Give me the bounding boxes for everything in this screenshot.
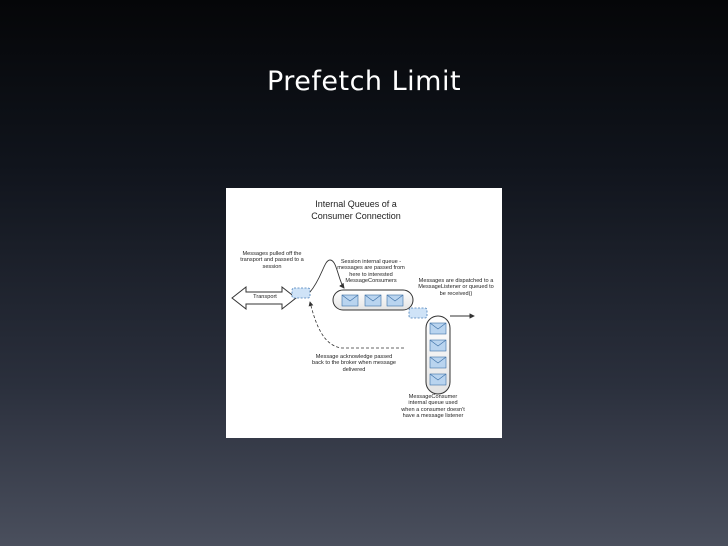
envelope-icon (387, 295, 403, 306)
consumer-connection-diagram (226, 188, 502, 438)
diagram-heading-line2: Consumer Connection (311, 211, 401, 221)
envelope-icon (342, 295, 358, 306)
dispatched-label: Messages are dispatched to a MessageListener or queued to be received() (418, 278, 494, 297)
slide-title: Prefetch Limit (266, 66, 462, 97)
diagram-heading-line1: Internal Queues of a (315, 199, 397, 209)
diagram-heading (296, 198, 416, 222)
transport-label: Transport (253, 294, 277, 300)
dispatch-buffer-box (409, 308, 427, 318)
acknowledge-label: Message acknowledge passed back to the broker when message delivered (312, 354, 396, 373)
envelope-icon (430, 357, 446, 368)
transport-buffer-box (292, 288, 310, 298)
consumer-queue-label: MessageConsumer internal queue used when a consumer doesn't have a message listener (401, 394, 465, 419)
envelope-icon (430, 340, 446, 351)
envelope-icon (430, 323, 446, 334)
session-queue-messages (342, 295, 403, 306)
pulled-label: Messages pulled off the transport and passed to a session (240, 251, 304, 270)
envelope-icon (430, 374, 446, 385)
envelope-icon (365, 295, 381, 306)
session-queue-label: Session internal queue - messages are passed from here to interested MessageConsumers (337, 259, 405, 284)
